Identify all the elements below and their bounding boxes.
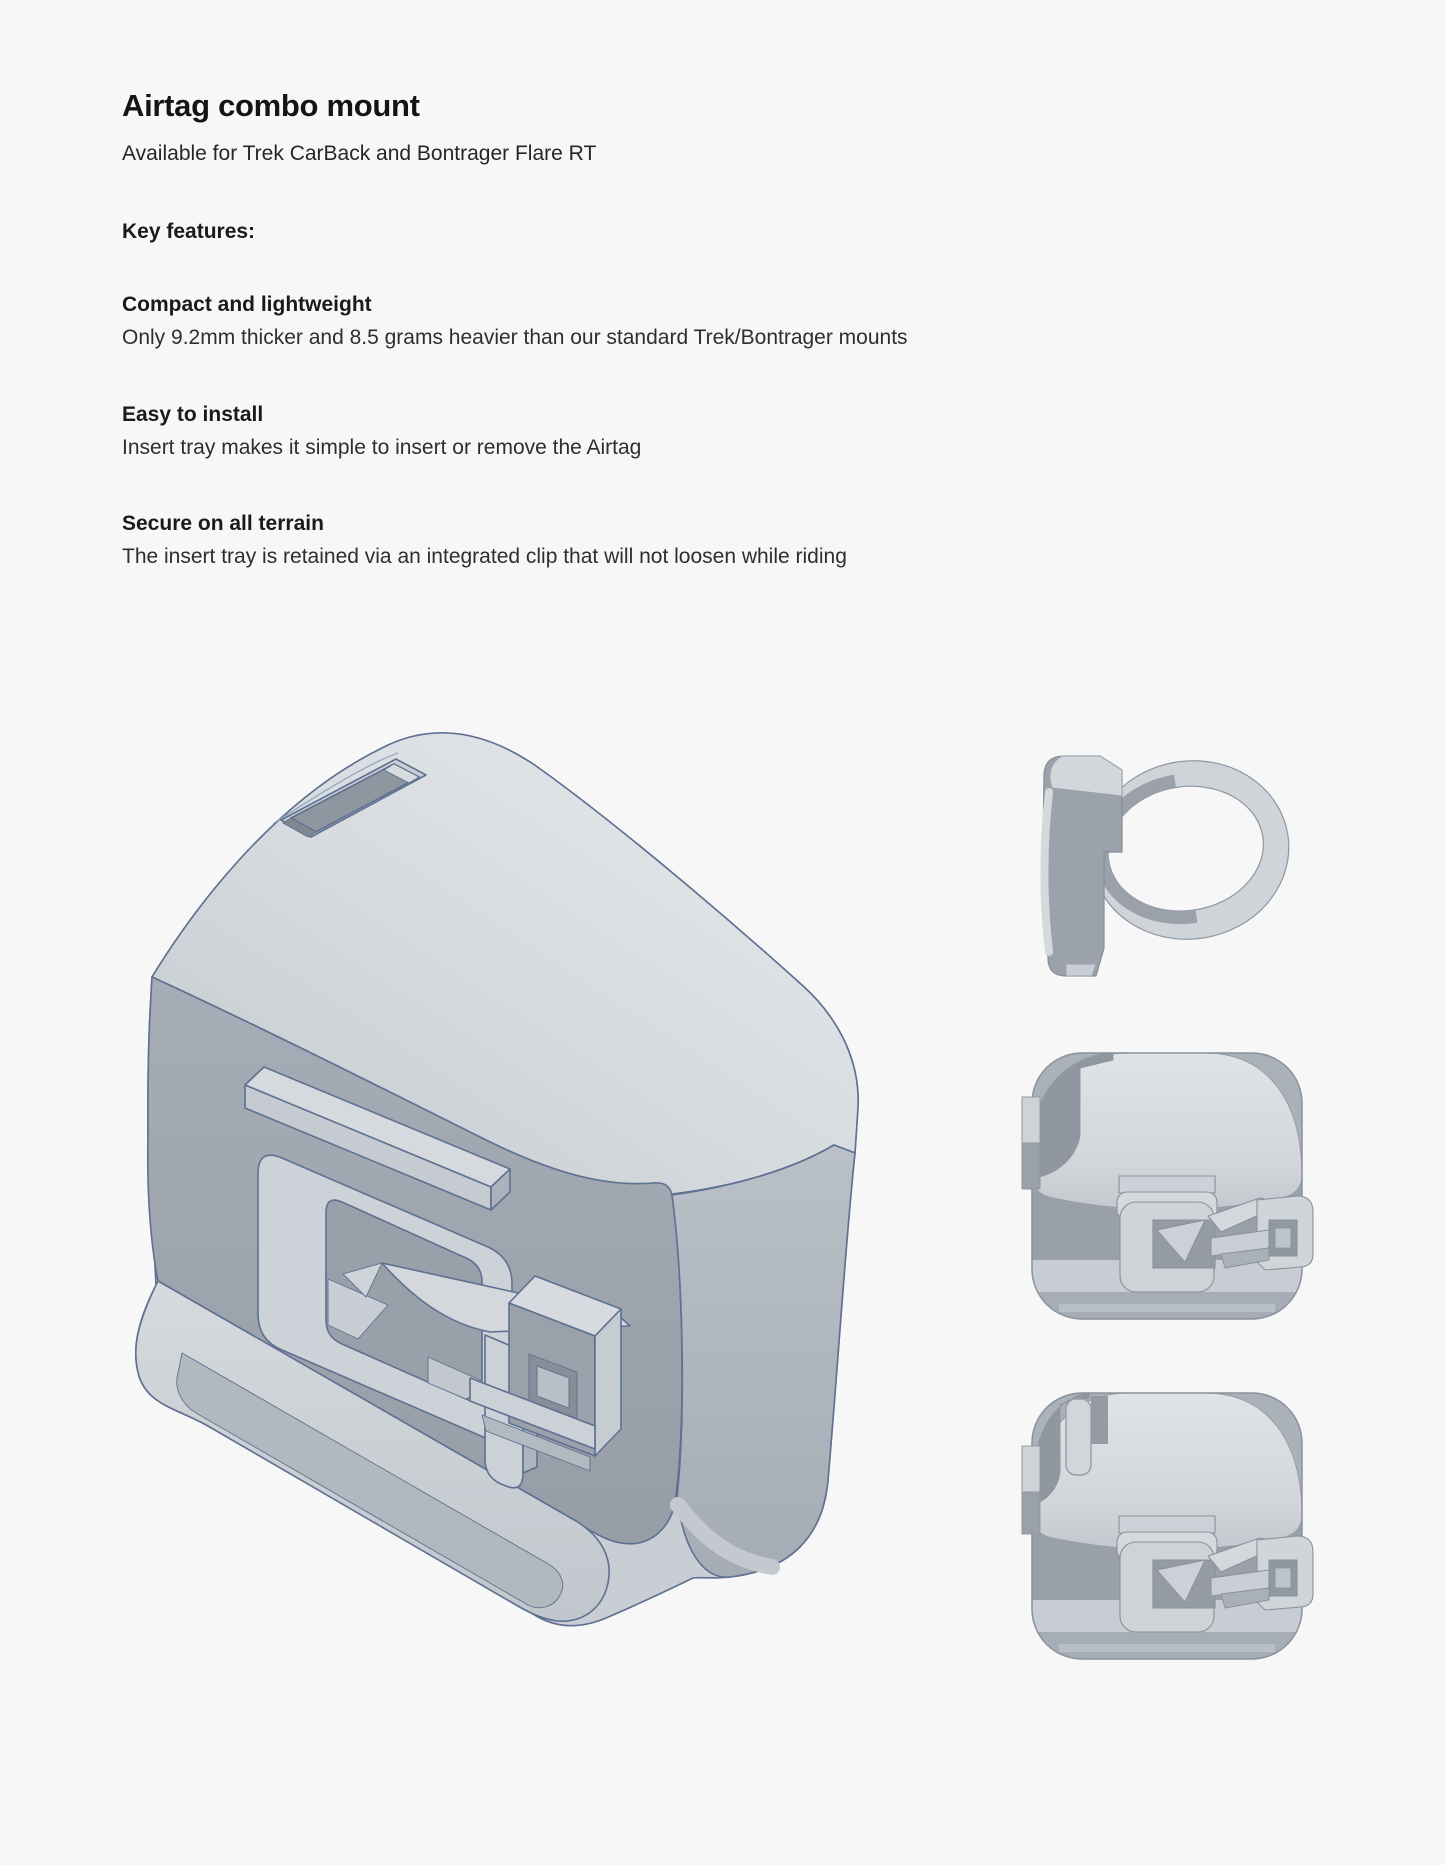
mount-right-face	[672, 1145, 855, 1577]
feature-description-secure: The insert tray is retained via an integrated clip that will not loosen while riding	[122, 545, 847, 568]
front-base-strip	[1059, 1304, 1275, 1312]
cad-render-ring-clamp-view	[1040, 750, 1290, 980]
clamp-body-left-highlight	[1045, 792, 1050, 952]
front-left-tab	[1022, 1446, 1040, 1534]
feature-description-compact: Only 9.2mm thicker and 8.5 grams heavier than our standard Trek/Bontrager mounts	[122, 326, 908, 349]
clip-plate-1	[1119, 1176, 1215, 1193]
tab-upper	[1022, 1097, 1040, 1147]
clip-hook-step	[1275, 1568, 1291, 1588]
cad-render-front-view-installed	[1025, 1048, 1325, 1333]
clip-hook-side	[595, 1309, 621, 1456]
front-base-strip	[1059, 1644, 1275, 1652]
tab-upper	[1022, 1446, 1040, 1496]
cad-render-isometric-view	[130, 715, 860, 1655]
front-notch-right	[1091, 1396, 1108, 1444]
clip-plate-1	[1119, 1516, 1215, 1533]
feature-title-secure: Secure on all terrain	[122, 512, 324, 535]
key-features-heading: Key features:	[122, 220, 256, 243]
page-subtitle: Available for Trek CarBack and Bontrager Flare RT	[122, 142, 597, 165]
figure-main-isometric	[130, 715, 860, 1655]
clamp-body-foot	[1066, 964, 1096, 976]
feature-title-install: Easy to install	[122, 403, 264, 426]
tab-lower	[1022, 1492, 1040, 1534]
figure-ring-clamp	[1040, 750, 1290, 980]
figure-front-tray	[1025, 1388, 1325, 1673]
feature-title-compact: Compact and lightweight	[122, 293, 372, 316]
tab-lower	[1022, 1143, 1040, 1189]
front-left-tab	[1022, 1097, 1040, 1189]
feature-description-install: Insert tray makes it simple to insert or remove the Airtag	[122, 436, 642, 459]
page-title: Airtag combo mount	[122, 88, 420, 123]
cad-render-front-view-tray	[1025, 1388, 1325, 1673]
tray-slot-outline	[1066, 1399, 1091, 1475]
figure-front-installed	[1025, 1048, 1325, 1333]
clip-hook-step	[1275, 1228, 1291, 1248]
